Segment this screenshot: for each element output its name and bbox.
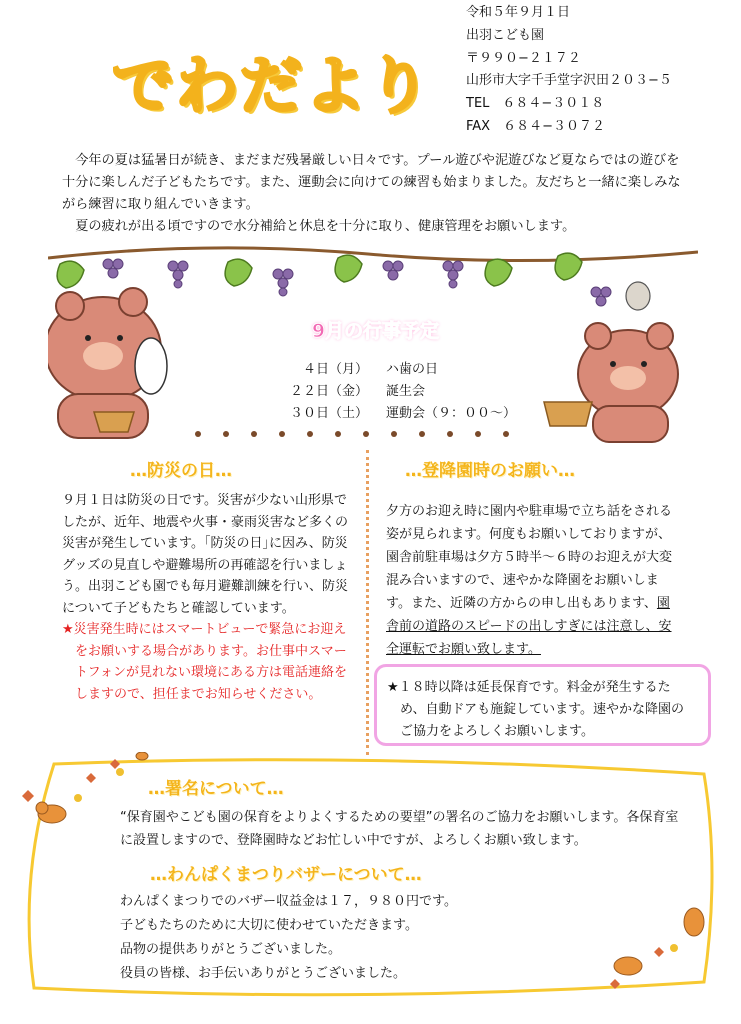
intro-text bbox=[62, 150, 687, 238]
disaster-heading: …防災の日… bbox=[130, 461, 232, 481]
newsletter-title: でわだより bbox=[112, 49, 433, 122]
tel: TEL ６８４−３０１８ bbox=[466, 96, 605, 112]
event-schedule-title: 9月の行事予定 bbox=[311, 320, 440, 342]
postal-code: 〒９９０−２１７２ bbox=[466, 50, 581, 66]
event-name: 誕生会 bbox=[386, 384, 426, 399]
event-name: 運動会（９：００〜） bbox=[386, 406, 517, 421]
pickup-section bbox=[386, 500, 676, 661]
bazaar-line: わんぱくまつりでのバザー収益金は１７，９８０円です。 bbox=[120, 894, 457, 909]
extended-care-notice bbox=[374, 664, 711, 746]
disaster-notice: ★災害発生時にはスマートビューで緊急にお迎えをお願いする場合があります。お仕事中スマートフォンが見れない環境にある方は電話連絡をしますので、担任までお知らせください。 bbox=[62, 622, 347, 702]
extended-care-text: ★１８時以降は延長保育です。料金が発生するため、自動ドアも施錠しています。速やかな降園のご協力をよろしくお願いします。 bbox=[387, 680, 685, 739]
intro-paragraph: 夏の疲れが出る頃ですので水分補給と休息を十分に取り、健康管理をお願いします。 bbox=[75, 219, 576, 234]
column-divider bbox=[366, 450, 369, 755]
signature-heading: …署名について… bbox=[148, 779, 284, 799]
issue-date: 令和５年９月１日 bbox=[466, 5, 571, 20]
bazaar-heading: …わんぱくまつりバザーについて… bbox=[150, 865, 422, 885]
address: 山形市大字千手堂字沢田２０３−５ bbox=[466, 73, 672, 89]
pickup-heading: …登降園時のお願い… bbox=[405, 461, 575, 481]
fax: FAX ６８４−３０７２ bbox=[466, 118, 605, 134]
org-name: 出羽こども園 bbox=[466, 27, 545, 43]
event-item bbox=[270, 359, 516, 381]
pickup-body: 夕方のお迎え時に園内や駐車場で立ち話をされる姿が見られます。何度もお願いしておりますが、園舎前駐車場は夕方５時半〜６時のお迎えが大変混み合いますので、速やかな降園をお願いします。また、近隣の方からの申し出もあります、 bbox=[386, 504, 673, 611]
event-name: ハ歯の日 bbox=[386, 362, 439, 377]
bazaar-line: 子どもたちのために大切に使わせていただきます。 bbox=[120, 918, 418, 933]
event-list bbox=[270, 359, 516, 425]
intro-paragraph: 今年の夏は猛暑日が続き、まだまだ残暑厳しい日々です。プール遊びや泥遊びなど夏ならではの遊びを十分に楽しんだ子どもたちです。また、運動会に向けての練習も始まりました。友だちと一緒に楽しみながら練習に取り組んでいきます。 bbox=[62, 153, 681, 212]
bazaar-line: 役員の皆様、お手伝いありがとうございました。 bbox=[120, 966, 407, 981]
event-item bbox=[270, 403, 516, 425]
event-item bbox=[270, 381, 516, 403]
event-date: ２２日（金） bbox=[289, 384, 368, 399]
pickup-safety-note: 園舎前の道路のスピードの出しすぎには注意し、安全運転でお願い致します。 bbox=[386, 596, 672, 657]
event-date: ４日（月） bbox=[302, 362, 368, 377]
disaster-section bbox=[62, 490, 354, 705]
bazaar-body bbox=[120, 890, 457, 986]
org-info bbox=[466, 2, 672, 139]
bazaar-line: 品物の提供ありがとうございました。 bbox=[120, 942, 342, 957]
signature-body: “保育園やこども園の保育をよりよくするための要望”の署名のご協力をお願いします。各保育室に設置しますので、登降園時などお忙しい中ですが、よろしくお願い致します。 bbox=[120, 810, 679, 848]
disaster-body: ９月１日は防災の日です。災害が少ない山形県でしたが、近年、地震や火事・豪雨災害など多くの災害が発生しています。｢防災の日｣に因み、防災グッズの見直しや避難場所の再確認を行いましょう。出羽こども園でも毎月避難訓練を行い、防災について子どもたちと確認しています。 bbox=[62, 493, 349, 616]
event-date: ３０日（土） bbox=[289, 406, 368, 421]
